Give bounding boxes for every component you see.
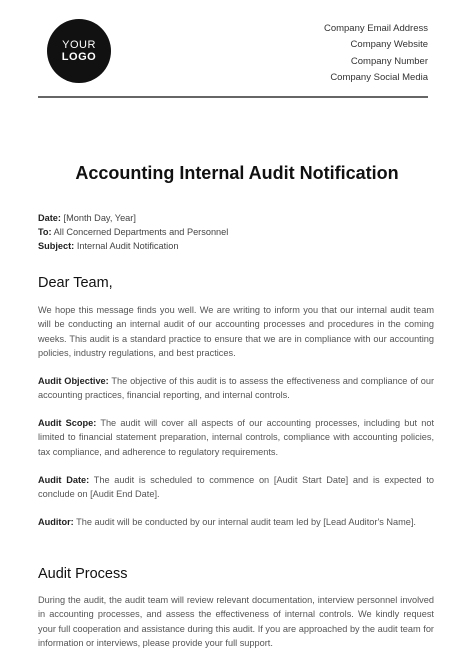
company-social: Company Social Media	[330, 71, 428, 83]
company-info	[324, 21, 428, 86]
meta-date	[38, 211, 228, 225]
scope-paragraph	[38, 416, 434, 459]
greeting: Dear Team,	[38, 275, 113, 291]
audit-date-label: Audit Date:	[38, 475, 90, 485]
auditor-text: The audit will be conducted by our internal audit team led by [Lead Auditor's Name].	[76, 517, 416, 527]
meta-to	[38, 225, 228, 239]
logo-text-line1: YOUR	[62, 39, 96, 51]
document-title: Accounting Internal Audit Notification	[75, 163, 399, 183]
company-email: Company Email Address	[323, 23, 428, 34]
scope-text: The audit will cover all aspects of our accounting processes, including but not limited to financial statement preparation, internal controls, compliance with accounting policies, tax compliance, and adherence to regulatory requirements.	[38, 418, 435, 457]
objective-paragraph	[38, 374, 434, 403]
scope-label: Audit Scope:	[38, 418, 97, 428]
date-value: [Month Day, Year]	[63, 213, 136, 223]
audit-date-text: The audit is scheduled to commence on [Audit Start Date] and is expected to conclude on [Audit End Date].	[38, 475, 434, 500]
intro-paragraph: We hope this message finds you well. We are writing to inform you that our internal audit team will be conducting an internal audit of our accounting processes and procedures in the coming weeks. This audit is a standard practice to ensure that we are in compliance with our accounting policies, industry regulations, and best practices.	[38, 305, 434, 358]
audit-date-paragraph	[38, 473, 434, 502]
company-logo	[47, 19, 111, 83]
to-value: All Concerned Departments and Personnel	[53, 227, 229, 237]
date-label: Date:	[38, 213, 61, 223]
subject-label: Subject:	[38, 241, 75, 251]
company-website: Company Website	[350, 39, 428, 51]
process-heading: Audit Process	[38, 566, 128, 582]
to-label: To:	[38, 227, 52, 237]
header-divider	[38, 96, 428, 98]
objective-text: The objective of this audit is to assess the effectiveness and compliance of our accounting practices, financial reporting, and internal controls.	[38, 376, 434, 401]
auditor-label: Auditor:	[38, 517, 74, 527]
logo-text-line2: LOGO	[61, 51, 97, 63]
subject-value: Internal Audit Notification	[76, 241, 179, 251]
memo-meta	[38, 211, 228, 253]
company-number: Company Number	[350, 55, 428, 67]
process-paragraph: During the audit, the audit team will review relevant documentation, interview personnel involved in accounting processes, and assess the effectiveness of internal controls. We kindly request your full cooperation and assistance during this audit. If you are approached by the audit team for information or interviews, please provide your full support.	[38, 595, 434, 648]
meta-subject	[38, 239, 228, 253]
objective-label: Audit Objective:	[38, 376, 109, 386]
auditor-paragraph	[38, 515, 434, 529]
